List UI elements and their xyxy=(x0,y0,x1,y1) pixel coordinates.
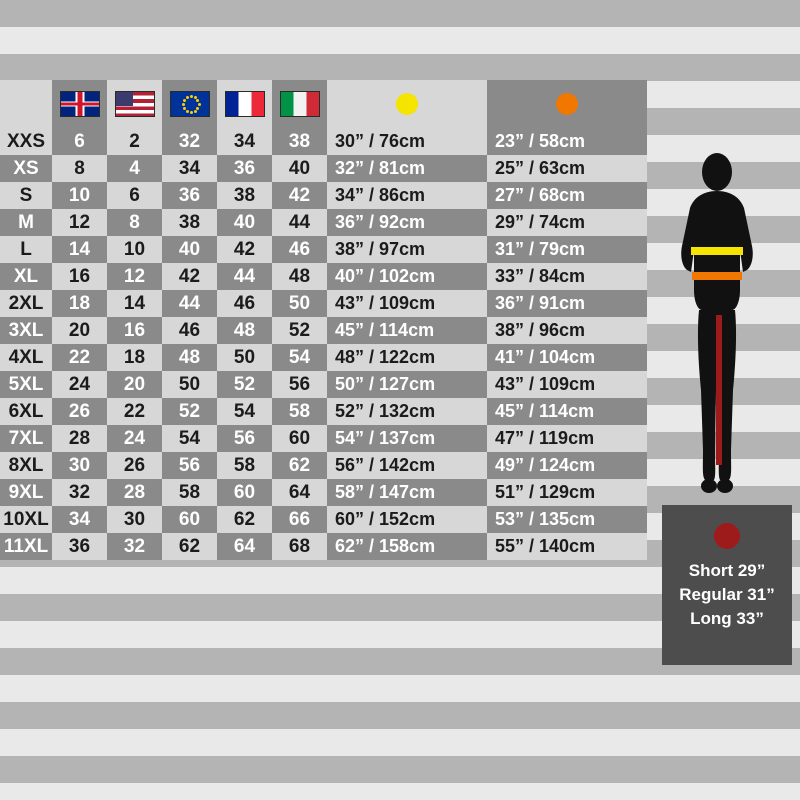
header-bust xyxy=(327,80,487,128)
cell-uk: 14 xyxy=(52,236,107,263)
italy-flag-icon xyxy=(280,91,320,117)
cell-waist: 43” / 109cm xyxy=(487,371,647,398)
cell-us: 26 xyxy=(107,452,162,479)
uk-flag-icon xyxy=(60,91,100,117)
table-row xyxy=(0,182,647,209)
cell-eu: 44 xyxy=(162,290,217,317)
cell-fr: 48 xyxy=(217,317,272,344)
cell-us: 24 xyxy=(107,425,162,452)
cell-uk: 8 xyxy=(52,155,107,182)
cell-bust: 52” / 132cm xyxy=(327,398,487,425)
cell-eu: 52 xyxy=(162,398,217,425)
cell-eu: 38 xyxy=(162,209,217,236)
cell-waist: 36” / 91cm xyxy=(487,290,647,317)
header-fr xyxy=(217,80,272,128)
table-row xyxy=(0,209,647,236)
cell-uk: 6 xyxy=(52,128,107,155)
cell-size: 6XL xyxy=(0,398,52,425)
cell-fr: 46 xyxy=(217,290,272,317)
cell-waist: 23” / 58cm xyxy=(487,128,647,155)
cell-us: 4 xyxy=(107,155,162,182)
table-row xyxy=(0,398,647,425)
header-it xyxy=(272,80,327,128)
cell-it: 66 xyxy=(272,506,327,533)
cell-it: 46 xyxy=(272,236,327,263)
cell-fr: 60 xyxy=(217,479,272,506)
cell-uk: 22 xyxy=(52,344,107,371)
table-row xyxy=(0,128,647,155)
cell-waist: 53” / 135cm xyxy=(487,506,647,533)
cell-us: 2 xyxy=(107,128,162,155)
cell-size: XXS xyxy=(0,128,52,155)
cell-fr: 34 xyxy=(217,128,272,155)
cell-us: 28 xyxy=(107,479,162,506)
cell-fr: 52 xyxy=(217,371,272,398)
cell-it: 52 xyxy=(272,317,327,344)
cell-uk: 30 xyxy=(52,452,107,479)
cell-us: 18 xyxy=(107,344,162,371)
size-conversion-table xyxy=(0,80,647,560)
cell-fr: 50 xyxy=(217,344,272,371)
cell-eu: 46 xyxy=(162,317,217,344)
cell-fr: 62 xyxy=(217,506,272,533)
table-header-row xyxy=(0,80,647,128)
yellow-dot-icon xyxy=(396,93,418,115)
cell-us: 22 xyxy=(107,398,162,425)
cell-bust: 40” / 102cm xyxy=(327,263,487,290)
cell-uk: 24 xyxy=(52,371,107,398)
cell-it: 60 xyxy=(272,425,327,452)
cell-eu: 48 xyxy=(162,344,217,371)
cell-fr: 36 xyxy=(217,155,272,182)
cell-it: 62 xyxy=(272,452,327,479)
cell-it: 50 xyxy=(272,290,327,317)
cell-uk: 16 xyxy=(52,263,107,290)
cell-size: 2XL xyxy=(0,290,52,317)
cell-waist: 41” / 104cm xyxy=(487,344,647,371)
table-row xyxy=(0,479,647,506)
cell-bust: 60” / 152cm xyxy=(327,506,487,533)
cell-size: XL xyxy=(0,263,52,290)
cell-eu: 32 xyxy=(162,128,217,155)
cell-uk: 32 xyxy=(52,479,107,506)
waist-marker xyxy=(692,272,742,280)
header-eu xyxy=(162,80,217,128)
cell-size: 3XL xyxy=(0,317,52,344)
table-row xyxy=(0,236,647,263)
cell-size: 4XL xyxy=(0,344,52,371)
cell-eu: 62 xyxy=(162,533,217,560)
cell-us: 16 xyxy=(107,317,162,344)
cell-fr: 42 xyxy=(217,236,272,263)
cell-fr: 58 xyxy=(217,452,272,479)
cell-size: S xyxy=(0,182,52,209)
inseam-marker xyxy=(716,315,722,465)
cell-bust: 36” / 92cm xyxy=(327,209,487,236)
cell-it: 64 xyxy=(272,479,327,506)
cell-us: 30 xyxy=(107,506,162,533)
us-flag-icon xyxy=(115,91,155,117)
cell-bust: 34” / 86cm xyxy=(327,182,487,209)
cell-size: 8XL xyxy=(0,452,52,479)
header-us xyxy=(107,80,162,128)
france-flag-icon xyxy=(225,91,265,117)
cell-it: 54 xyxy=(272,344,327,371)
legend-line-short: Short 29” xyxy=(688,561,766,580)
cell-us: 8 xyxy=(107,209,162,236)
cell-bust: 43” / 109cm xyxy=(327,290,487,317)
cell-bust: 56” / 142cm xyxy=(327,452,487,479)
table-row xyxy=(0,263,647,290)
cell-size: 10XL xyxy=(0,506,52,533)
cell-us: 32 xyxy=(107,533,162,560)
cell-us: 6 xyxy=(107,182,162,209)
cell-bust: 50” / 127cm xyxy=(327,371,487,398)
cell-uk: 12 xyxy=(52,209,107,236)
stripe xyxy=(0,756,800,783)
cell-uk: 26 xyxy=(52,398,107,425)
cell-it: 40 xyxy=(272,155,327,182)
red-dot-icon xyxy=(714,523,740,549)
table-row xyxy=(0,425,647,452)
legend-line-regular: Regular 31” xyxy=(679,585,775,604)
cell-it: 44 xyxy=(272,209,327,236)
table-row xyxy=(0,506,647,533)
stripe xyxy=(0,0,800,27)
table-row xyxy=(0,155,647,182)
table-row xyxy=(0,344,647,371)
cell-it: 48 xyxy=(272,263,327,290)
cell-size: 11XL xyxy=(0,533,52,560)
cell-us: 10 xyxy=(107,236,162,263)
cell-size: XS xyxy=(0,155,52,182)
cell-waist: 49” / 124cm xyxy=(487,452,647,479)
cell-us: 20 xyxy=(107,371,162,398)
cell-fr: 40 xyxy=(217,209,272,236)
cell-us: 12 xyxy=(107,263,162,290)
cell-uk: 36 xyxy=(52,533,107,560)
cell-waist: 51” / 129cm xyxy=(487,479,647,506)
cell-uk: 34 xyxy=(52,506,107,533)
cell-size: 9XL xyxy=(0,479,52,506)
cell-waist: 25” / 63cm xyxy=(487,155,647,182)
cell-size: 5XL xyxy=(0,371,52,398)
cell-uk: 20 xyxy=(52,317,107,344)
table-row xyxy=(0,371,647,398)
cell-size: M xyxy=(0,209,52,236)
cell-fr: 44 xyxy=(217,263,272,290)
table-row xyxy=(0,290,647,317)
cell-eu: 50 xyxy=(162,371,217,398)
stripe xyxy=(0,702,800,729)
cell-uk: 18 xyxy=(52,290,107,317)
cell-bust: 38” / 97cm xyxy=(327,236,487,263)
cell-bust: 48” / 122cm xyxy=(327,344,487,371)
table-row xyxy=(0,452,647,479)
cell-size: 7XL xyxy=(0,425,52,452)
table-row xyxy=(0,533,647,560)
cell-waist: 38” / 96cm xyxy=(487,317,647,344)
cell-it: 58 xyxy=(272,398,327,425)
cell-it: 38 xyxy=(272,128,327,155)
cell-uk: 10 xyxy=(52,182,107,209)
cell-waist: 55” / 140cm xyxy=(487,533,647,560)
cell-it: 42 xyxy=(272,182,327,209)
header-uk xyxy=(52,80,107,128)
cell-bust: 62” / 158cm xyxy=(327,533,487,560)
cell-eu: 54 xyxy=(162,425,217,452)
cell-eu: 34 xyxy=(162,155,217,182)
stripe xyxy=(0,54,800,81)
cell-eu: 58 xyxy=(162,479,217,506)
table-row xyxy=(0,317,647,344)
cell-us: 14 xyxy=(107,290,162,317)
orange-dot-icon xyxy=(556,93,578,115)
cell-waist: 31” / 79cm xyxy=(487,236,647,263)
cell-eu: 40 xyxy=(162,236,217,263)
inseam-legend xyxy=(662,505,792,665)
header-waist xyxy=(487,80,647,128)
table-body xyxy=(0,128,647,560)
cell-size: L xyxy=(0,236,52,263)
cell-bust: 54” / 137cm xyxy=(327,425,487,452)
eu-flag-icon xyxy=(170,91,210,117)
body-silhouette xyxy=(642,150,792,500)
cell-waist: 29” / 74cm xyxy=(487,209,647,236)
cell-eu: 56 xyxy=(162,452,217,479)
cell-waist: 27” / 68cm xyxy=(487,182,647,209)
cell-eu: 42 xyxy=(162,263,217,290)
cell-uk: 28 xyxy=(52,425,107,452)
cell-bust: 30” / 76cm xyxy=(327,128,487,155)
cell-bust: 45” / 114cm xyxy=(327,317,487,344)
cell-fr: 38 xyxy=(217,182,272,209)
cell-it: 56 xyxy=(272,371,327,398)
table xyxy=(0,80,647,560)
cell-waist: 45” / 114cm xyxy=(487,398,647,425)
bust-marker xyxy=(691,247,743,255)
cell-fr: 64 xyxy=(217,533,272,560)
header-size xyxy=(0,80,52,128)
cell-it: 68 xyxy=(272,533,327,560)
cell-fr: 56 xyxy=(217,425,272,452)
legend-line-long: Long 33” xyxy=(690,609,764,628)
cell-bust: 32” / 81cm xyxy=(327,155,487,182)
cell-bust: 58” / 147cm xyxy=(327,479,487,506)
cell-waist: 47” / 119cm xyxy=(487,425,647,452)
cell-waist: 33” / 84cm xyxy=(487,263,647,290)
cell-fr: 54 xyxy=(217,398,272,425)
cell-eu: 60 xyxy=(162,506,217,533)
cell-eu: 36 xyxy=(162,182,217,209)
